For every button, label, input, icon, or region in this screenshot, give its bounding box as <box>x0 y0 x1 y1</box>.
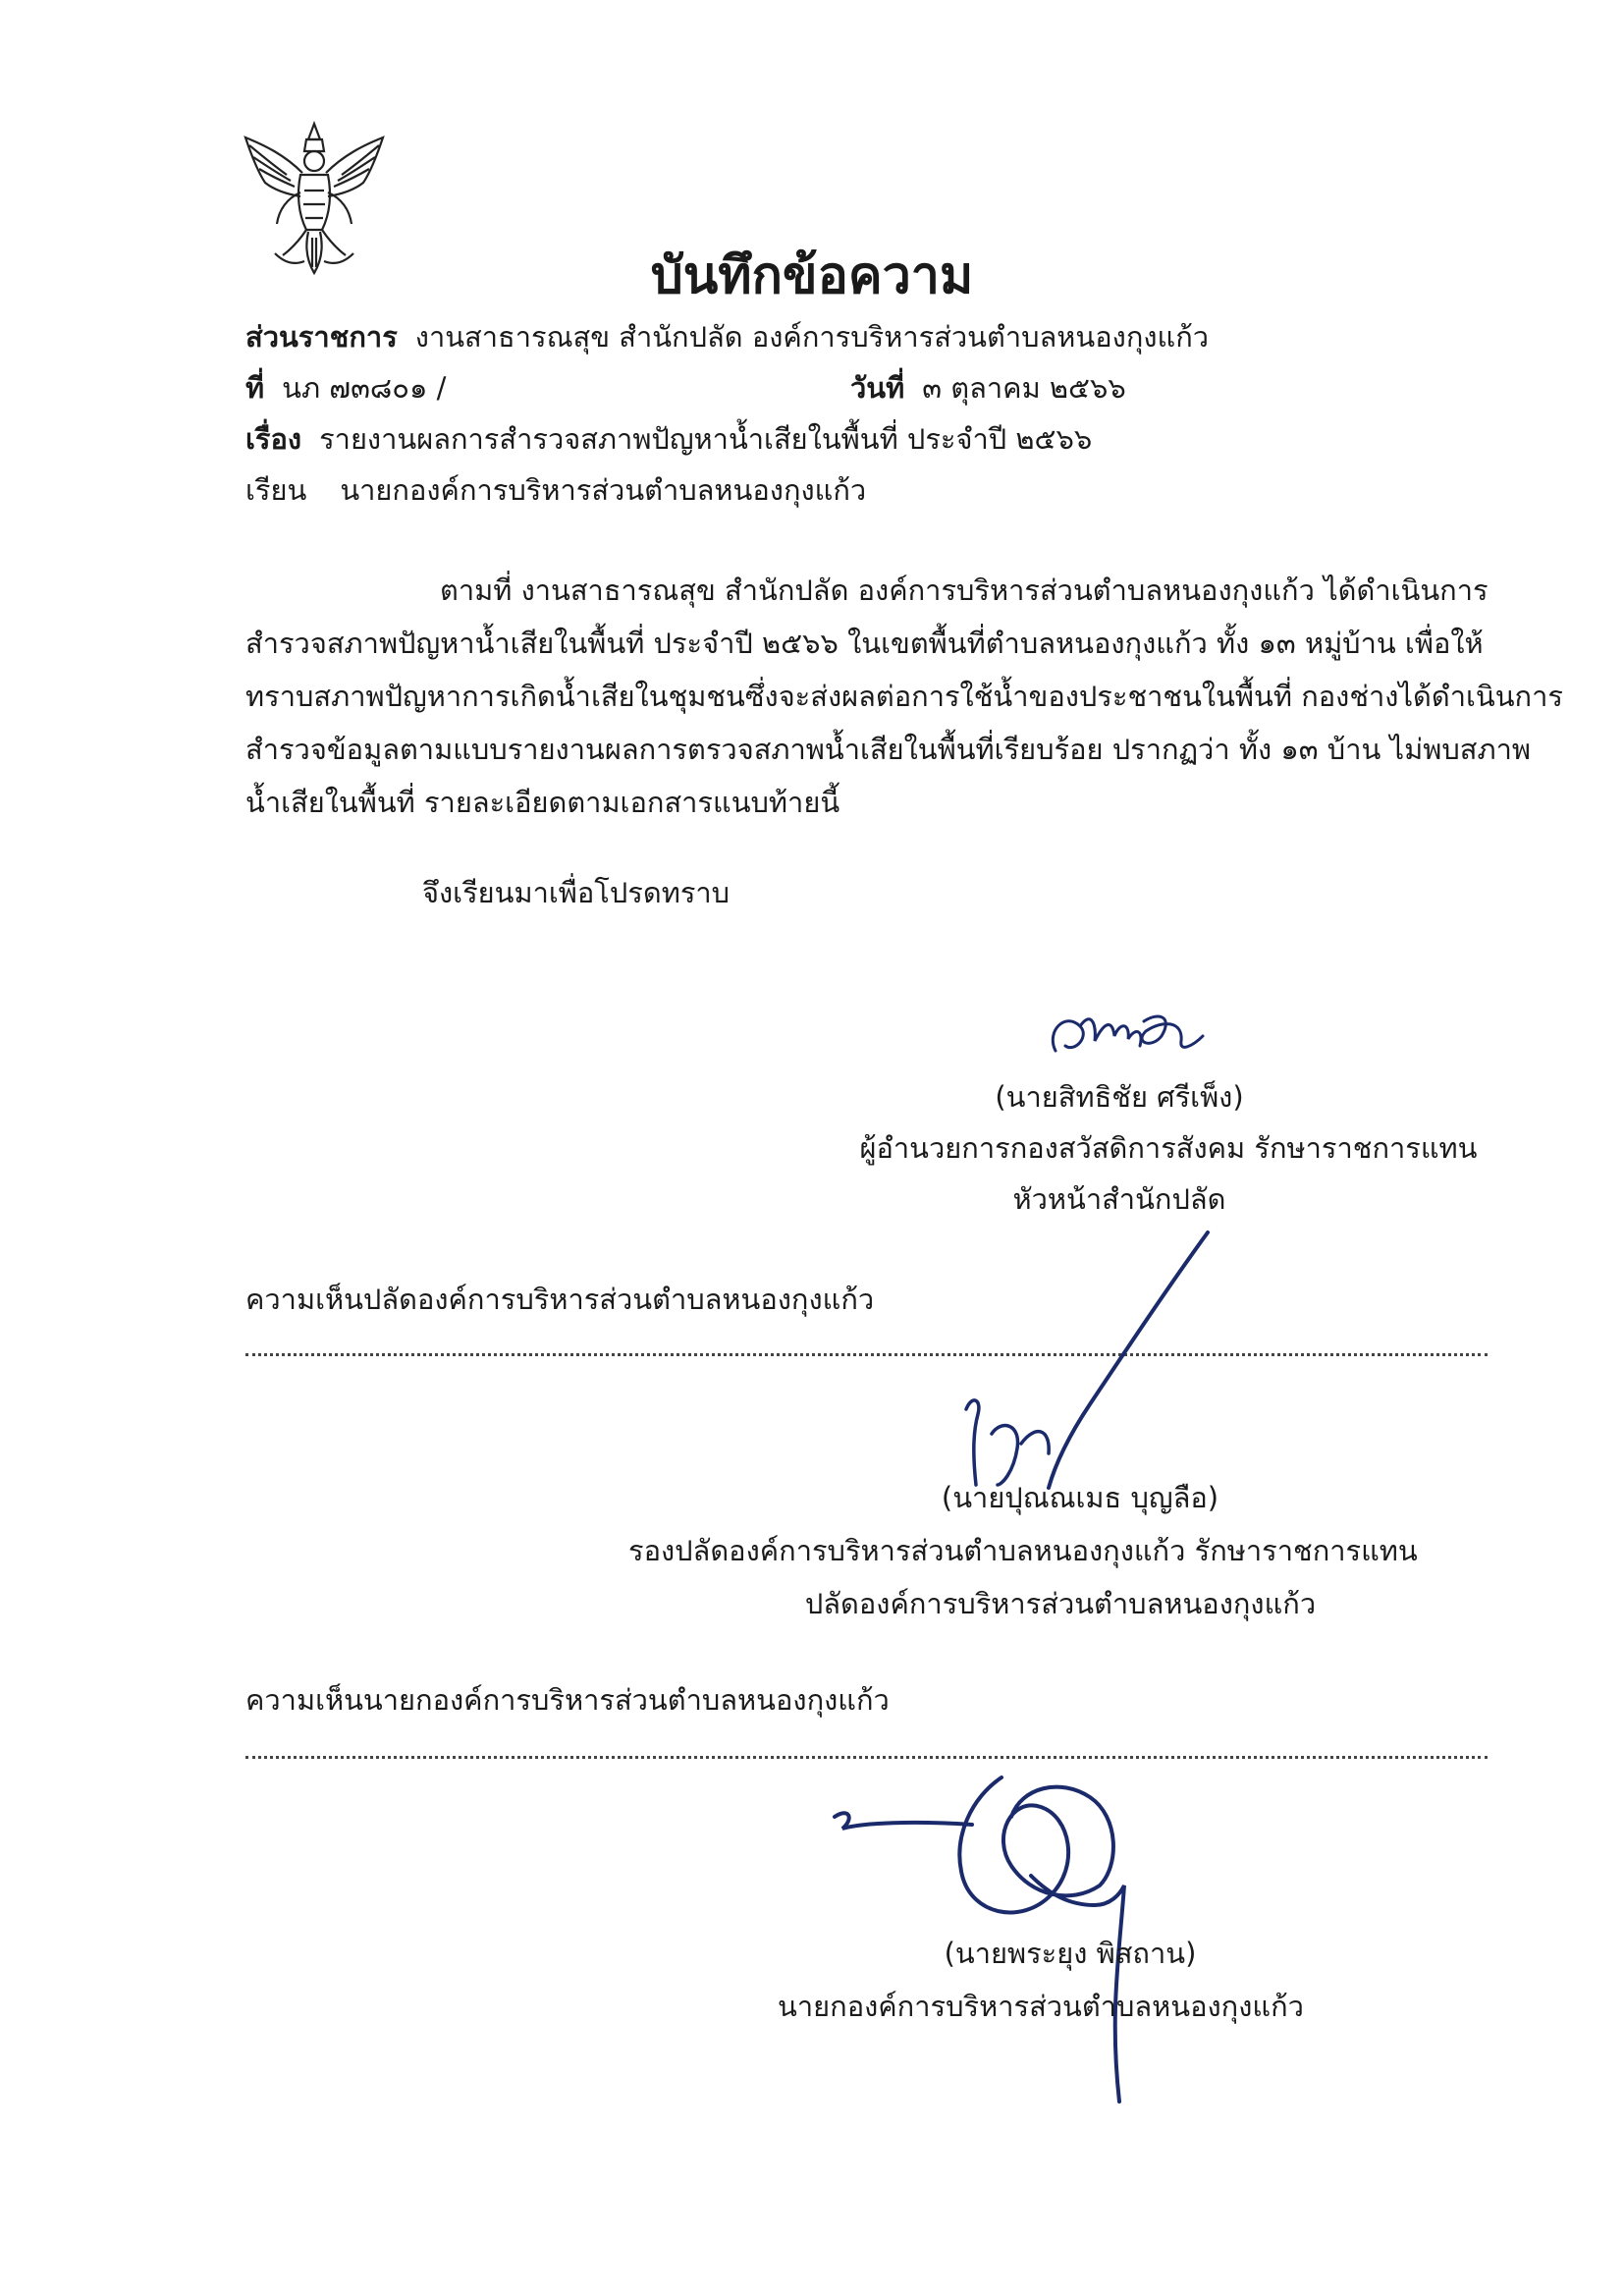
page-title: บันทึกข้อความ <box>650 246 974 305</box>
agency-row <box>245 314 1209 359</box>
date-row <box>850 365 1126 410</box>
opinion-2-label: ความเห็นนายกองค์การบริหารส่วนตำบลหนองกุงแก้ว <box>245 1683 890 1717</box>
body-line-3: ทราบสภาพปัญหาการเกิดน้ำเสียในชุมชนซึ่งจะส่งผลต่อการใช้น้ำของประชาชนในพื้นที่ กองช่างได้ดำเนินการ <box>245 680 1563 713</box>
subject-row <box>245 416 1092 462</box>
date-value: ๓ ตุลาคม ๒๕๖๖ <box>922 371 1126 405</box>
subject-value: รายงานผลการสำรวจสภาพปัญหาน้ำเสียในพื้นที่ ประจำปี ๒๕๖๖ <box>319 422 1093 456</box>
salutation-label: เรียน <box>245 473 307 507</box>
body-line-4: สำรวจข้อมูลตามแบบรายงานผลการตรวจสภาพน้ำเสียในพื้นที่เรียบร้อย ปรากฏว่า ทั้ง ๑๓ บ้าน ไม่พบสภาพ <box>245 733 1531 766</box>
body-line-2: สำรวจสภาพปัญหาน้ำเสียในพื้นที่ ประจำปี ๒๕๖๖ ในเขตพื้นที่ตำบลหนองกุงแก้ว ทั้ง ๑๓ หมู่บ้าน เพื่อให้ <box>245 627 1484 660</box>
reference-value: นภ ๗๓๘๐๑ / <box>282 371 447 405</box>
salutation-value: นายกองค์การบริหารส่วนตำบลหนองกุงแก้ว <box>340 473 867 507</box>
reference-label: ที่ <box>245 371 265 405</box>
signer-2-position-1: รองปลัดองค์การบริหารส่วนตำบลหนองกุงแก้ว รักษาราชการแทน <box>628 1534 1418 1567</box>
subject-label: เรื่อง <box>245 422 302 456</box>
signer-3-name: (นายพระยุง พิสถาน) <box>944 1937 1197 1970</box>
opinion-1-label: ความเห็นปลัดองค์การบริหารส่วนตำบลหนองกุงแก้ว <box>245 1283 875 1316</box>
signer-2-name: (นายปุณณเมธ บุญลือ) <box>941 1481 1219 1514</box>
signer-3-position-1: นายกองค์การบริหารส่วนตำบลหนองกุงแก้ว <box>778 1990 1304 2023</box>
date-label: วันที่ <box>850 371 905 405</box>
signer-1-position-1: ผู้อำนวยการกองสวัสดิการสังคม รักษาราชการแทน <box>859 1131 1478 1165</box>
reference-row <box>245 365 446 410</box>
opinion-1-blank-line <box>245 1353 1488 1356</box>
signer-1-position-2: หัวหน้าสำนักปลัด <box>1012 1182 1226 1216</box>
body-line-1: ตามที่ งานสาธารณสุข สำนักปลัด องค์การบริหารส่วนตำบลหนองกุงแก้ว ได้ดำเนินการ <box>440 574 1489 607</box>
signer-2-position-2: ปลัดองค์การบริหารส่วนตำบลหนองกุงแก้ว <box>804 1587 1317 1620</box>
salutation-row <box>245 467 866 513</box>
handwritten-signature-1 <box>1036 992 1222 1070</box>
handwritten-signature-2 <box>943 1228 1227 1503</box>
agency-label: ส่วนราชการ <box>245 320 398 354</box>
closing-text: จึงเรียนมาเพื่อโปรดทราบ <box>422 876 731 909</box>
body-line-5: น้ำเสียในพื้นที่ รายละเอียดตามเอกสารแนบท้ายนี้ <box>245 786 840 819</box>
agency-value: งานสาธารณสุข สำนักปลัด องค์การบริหารส่วนตำบลหนองกุงแก้ว <box>414 320 1210 354</box>
signer-1-name: (นายสิทธิชัย ศรีเพ็ง) <box>995 1080 1244 1114</box>
